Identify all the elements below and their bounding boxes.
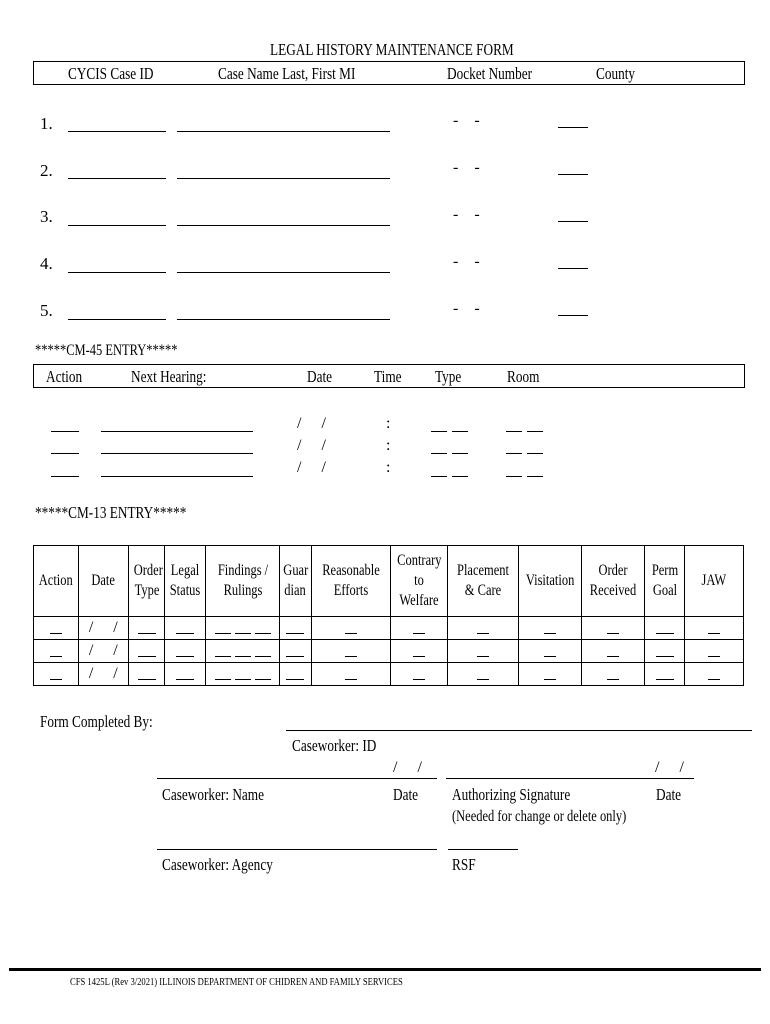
cm13-contrary-cell[interactable] [390, 663, 447, 686]
case-row-number: 5. [40, 301, 53, 320]
cm13-header-row [34, 546, 744, 617]
rsf-field[interactable] [448, 849, 518, 850]
cm13-order-received-cell[interactable] [581, 663, 644, 686]
cm45-date-field[interactable]: / / [297, 459, 326, 476]
cm13-contrary-cell[interactable] [390, 640, 447, 663]
cm45-next-hearing-field[interactable] [101, 453, 253, 454]
cm45-action-field[interactable] [51, 431, 79, 432]
authorizing-date-slashes[interactable]: / / [655, 759, 684, 776]
cm13-date-cell[interactable]: / / [78, 640, 128, 663]
cm13-header-action: Action [34, 546, 79, 617]
cm13-order-received-cell[interactable] [581, 617, 644, 640]
cm13-order-type-cell[interactable] [128, 617, 164, 640]
cm13-visitation-cell[interactable] [518, 663, 581, 686]
cm13-header-placement-care: Placement & Care [447, 546, 518, 617]
cm13-action-cell[interactable] [34, 640, 79, 663]
cm13-visitation-cell[interactable] [518, 617, 581, 640]
case-row-number: 1. [40, 114, 53, 133]
cm13-header-perm-goal: Perm Goal [644, 546, 685, 617]
cycis-id-field[interactable] [68, 178, 166, 179]
cm45-header-date: Date [307, 367, 333, 386]
authorizing-date-label: Date [656, 785, 682, 804]
cm13-perm-goal-cell[interactable] [644, 617, 685, 640]
cm13-perm-goal-cell[interactable] [644, 663, 685, 686]
table-row [34, 617, 744, 640]
cm13-findings-cell[interactable] [206, 617, 280, 640]
cm45-date-field[interactable]: / / [297, 415, 326, 432]
footer-rule [9, 968, 761, 971]
cm45-header-room: Room [507, 367, 540, 386]
docket-number-field[interactable]: - - [453, 112, 480, 129]
caseworker-agency-field[interactable] [157, 849, 437, 850]
cycis-id-field[interactable] [68, 319, 166, 320]
case-name-field[interactable] [177, 272, 390, 273]
cm45-type-field[interactable] [452, 453, 468, 454]
cm45-type-field[interactable] [431, 476, 447, 477]
cm13-header-reasonable-efforts: Reasonable Efforts [311, 546, 390, 617]
cm13-guardian-cell[interactable] [280, 617, 312, 640]
cycis-id-field[interactable] [68, 131, 166, 132]
cm45-type-field[interactable] [431, 431, 447, 432]
cm45-room-field[interactable] [527, 476, 543, 477]
cm45-room-field[interactable] [506, 476, 522, 477]
cm13-findings-cell[interactable] [206, 663, 280, 686]
authorizing-note: (Needed for change or delete only) [452, 808, 627, 825]
cm13-header-guardian: Guar dian [280, 546, 312, 617]
cm13-jaw-cell[interactable] [685, 617, 744, 640]
caseworker-name-field[interactable] [157, 778, 437, 779]
header-case-name: Case Name Last, First MI [218, 64, 356, 83]
cm13-order-received-cell[interactable] [581, 640, 644, 663]
header-cycis-case-id: CYCIS Case ID [68, 64, 154, 83]
case-name-field[interactable] [177, 225, 390, 226]
cm45-type-field[interactable] [452, 476, 468, 477]
cm13-header-jaw: JAW [685, 546, 744, 617]
cm45-header-next-hearing: Next Hearing: [131, 367, 207, 386]
cm13-table [33, 545, 744, 686]
case-row-number: 2. [40, 161, 53, 180]
cm13-guardian-cell[interactable] [280, 663, 312, 686]
county-field[interactable] [558, 127, 588, 128]
caseworker-date-label: Date [393, 785, 419, 804]
cm45-next-hearing-field[interactable] [101, 431, 253, 432]
cm13-header-visitation: Visitation [518, 546, 581, 617]
header-docket-number: Docket Number [447, 64, 533, 83]
authorizing-signature-label: Authorizing Signature [452, 785, 571, 804]
county-field[interactable] [558, 174, 588, 175]
docket-number-field[interactable]: - - [453, 253, 480, 270]
cm13-placement-cell[interactable] [447, 640, 518, 663]
cm45-time-field[interactable]: : [386, 437, 391, 454]
rsf-label: RSF [452, 855, 476, 874]
cm13-date-cell[interactable]: / / [78, 617, 128, 640]
case-row-number: 3. [40, 207, 53, 226]
cm45-time-field[interactable]: : [386, 459, 391, 476]
cm13-header-date: Date [78, 546, 128, 617]
county-field[interactable] [558, 221, 588, 222]
case-name-field[interactable] [177, 319, 390, 320]
caseworker-id-label: Caseworker: ID [292, 736, 377, 755]
cm13-placement-cell[interactable] [447, 617, 518, 640]
cm13-header-order-received: Order Received [581, 546, 644, 617]
cm13-legal-status-cell[interactable] [165, 640, 206, 663]
cm45-action-field[interactable] [51, 476, 79, 477]
cm45-header-action: Action [46, 367, 83, 386]
cm13-perm-goal-cell[interactable] [644, 640, 685, 663]
cm13-findings-cell[interactable] [206, 640, 280, 663]
header-county: County [596, 64, 636, 83]
caseworker-agency-label: Caseworker: Agency [162, 855, 273, 874]
cm45-header-time: Time [374, 367, 402, 386]
cm45-type-field[interactable] [452, 431, 468, 432]
cm45-time-field[interactable]: : [386, 415, 391, 432]
cm13-header-findings-rulings: Findings / Rulings [206, 546, 280, 617]
cm45-section-title: *****CM-45 ENTRY***** [35, 342, 178, 359]
cycis-id-field[interactable] [68, 225, 166, 226]
county-field[interactable] [558, 315, 588, 316]
cm45-date-field[interactable]: / / [297, 437, 326, 454]
footer-text: CFS 1425L (Rev 3/2021) ILLINOIS DEPARTMENT OF CHIDREN AND FAMILY SERVICES [70, 976, 403, 988]
cm45-room-field[interactable] [527, 453, 543, 454]
case-name-field[interactable] [177, 131, 390, 132]
form-completed-by-label: Form Completed By: [40, 712, 153, 731]
cm13-action-cell[interactable] [34, 617, 79, 640]
cm45-next-hearing-field[interactable] [101, 476, 253, 477]
cm13-header-legal-status: Legal Status [165, 546, 206, 617]
cm13-header-contrary-to-welfare: Contrary to Welfare [390, 546, 447, 617]
cm13-reasonable-efforts-cell[interactable] [311, 663, 390, 686]
cm45-action-field[interactable] [51, 453, 79, 454]
case-row-number: 4. [40, 254, 53, 273]
table-row [34, 640, 744, 663]
docket-number-field[interactable]: - - [453, 206, 480, 223]
cm13-date-cell[interactable]: / / [78, 663, 128, 686]
cm13-action-cell[interactable] [34, 663, 79, 686]
cm45-room-field[interactable] [527, 431, 543, 432]
cm13-reasonable-efforts-cell[interactable] [311, 617, 390, 640]
cycis-id-field[interactable] [68, 272, 166, 273]
form-title: LEGAL HISTORY MAINTENANCE FORM [270, 40, 514, 59]
cm13-visitation-cell[interactable] [518, 640, 581, 663]
cm13-guardian-cell[interactable] [280, 640, 312, 663]
cm13-jaw-cell[interactable] [685, 640, 744, 663]
cm45-room-field[interactable] [506, 431, 522, 432]
cm13-order-type-cell[interactable] [128, 663, 164, 686]
cm13-jaw-cell[interactable] [685, 663, 744, 686]
cm45-room-field[interactable] [506, 453, 522, 454]
county-field[interactable] [558, 268, 588, 269]
cm13-reasonable-efforts-cell[interactable] [311, 640, 390, 663]
authorizing-signature-field[interactable] [446, 778, 694, 779]
case-name-field[interactable] [177, 178, 390, 179]
caseworker-name-label: Caseworker: Name [162, 785, 264, 804]
cm13-contrary-cell[interactable] [390, 617, 447, 640]
cm13-legal-status-cell[interactable] [165, 617, 206, 640]
caseworker-date-slashes[interactable]: / / [393, 759, 422, 776]
cm45-header-type: Type [435, 367, 462, 386]
cm45-type-field[interactable] [431, 453, 447, 454]
cm13-header-order-type: Order Type [128, 546, 164, 617]
cm13-order-type-cell[interactable] [128, 640, 164, 663]
cm13-legal-status-cell[interactable] [165, 663, 206, 686]
cm13-section-title: *****CM-13 ENTRY***** [35, 503, 187, 522]
caseworker-id-field[interactable] [286, 730, 752, 731]
docket-number-field[interactable]: - - [453, 159, 480, 176]
docket-number-field[interactable]: - - [453, 300, 480, 317]
cm13-placement-cell[interactable] [447, 663, 518, 686]
table-row [34, 663, 744, 686]
